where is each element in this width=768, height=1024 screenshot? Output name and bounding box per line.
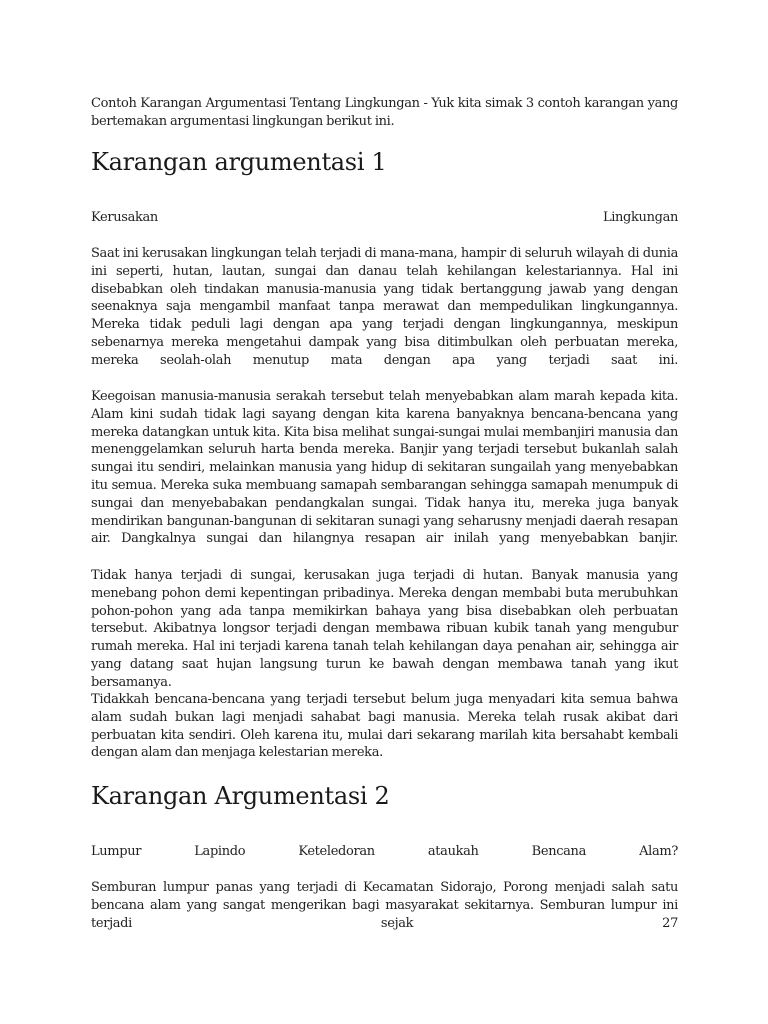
section1-subtitle [91, 209, 678, 227]
subtitle-word: ataukah [427, 844, 479, 859]
section2-paragraph-1: Semburan lumpur panas yang terjadi di Kecamatan Sidorajo, Porong menjadi salah satu bencana alam yang sangat mengerikan bagi masyarakat sekitarnya. Semburan lumpur ini terjadi sejak 27 [91, 880, 678, 931]
subtitle-word: Lumpur [91, 844, 142, 859]
intro-paragraph: Contoh Karangan Argumentasi Tentang Lingkungan - Yuk kita simak 3 contoh karangan yang bertemakan argumentasi lingkungan berikut ini. [91, 96, 678, 129]
subtitle-word: Lingkungan [602, 210, 678, 225]
section2-heading: Karangan Argumentasi 2 [91, 782, 390, 810]
section1-paragraph-4: Tidakkah bencana-bencana yang terjadi tersebut belum juga menyadari kita semua bahwa alam sudah bukan lagi menjadi sahabat bagi manusia. Mereka telah rusak akibat dari perbuatan kita sendiri. Oleh karena itu, mulai dari sekarang marilah kita bersahabt kembali dengan alam dan menjaga kelestarian mereka. [91, 692, 678, 761]
section1-paragraph-3: Tidak hanya terjadi di sungai, kerusakan juga terjadi di hutan. Banyak manusia yang menebang pohon demi kepentingan pribadinya. Mereka dengan membabi buta merubuhkan pohon-pohon yang ada tanpa memikirkan bahaya yang bisa disebabkan oleh perbuatan tersebut. Akibatnya longsor terjadi dengan membawa ribuan kubik tanah yang mengubur rumah mereka. Hal ini terjadi karena tanah telah kehilangan daya penahan air, sehingga air yang datang saat hujan langsung turun ke bawah dengan membawa tanah yang ikut bersamanya. [91, 568, 678, 690]
section1-paragraph-1: Saat ini kerusakan lingkungan telah terjadi di mana-mana, hampir di seluruh wilayah di dunia ini seperti, hutan, lautan, sungai dan danau telah kehilangan kelestariannya. Hal ini disebabkan oleh tindakan manusia-manusia yang tidak bertanggung jawab yang dengan seenaknya saja mengambil manfaat tanpa merawat dan mempedulikan lingkungannya. Mereka tidak peduli lagi dengan apa yang terjadi dengan lingkungannya, meskipun sebenarnya mereka mengetahui dampak yang bisa ditimbulkan oleh perbuatan mereka, mereka seolah-olah menutup mata dengan apa yang terjadi saat ini. [91, 246, 678, 368]
subtitle-word: Lapindo [194, 844, 246, 859]
subtitle-word: Alam? [639, 844, 678, 859]
section2-subtitle [91, 843, 678, 861]
section1-paragraph-2: Keegoisan manusia-manusia serakah tersebut telah menyebabkan alam marah kepada kita. Alam kini sudah tidak lagi sayang dengan kita karena banyaknya bencana-bencana yang mereka datangkan untuk kita. Kita bisa melihat sungai-sungai mulai membanjiri manusia dan menenggelamkan seluruh harta benda mereka. Banjir yang terjadi tersebut bukanlah salah sungai itu sendiri, melainkan manusia yang hidup di sekitaran sungailah yang menyebabkan itu semua. Mereka suka membuang samapah sembarangan sehingga samapah menumpuk di sungai dan menyebabakan pendangkalan sungai. Tidak hanya itu, mereka juga banyak mendirikan bangunan-bangunan di sekitaran sunagi yang seharusny menjadi daerah resapan air. Dangkalnya sungai dan hilangnya resapan air inilah yang menyebabkan banjir. [91, 389, 678, 547]
subtitle-word: Kerusakan [91, 210, 158, 225]
section1-heading: Karangan argumentasi 1 [91, 148, 387, 176]
subtitle-word: Bencana [531, 844, 586, 859]
subtitle-word: Keteledoran [298, 844, 375, 859]
